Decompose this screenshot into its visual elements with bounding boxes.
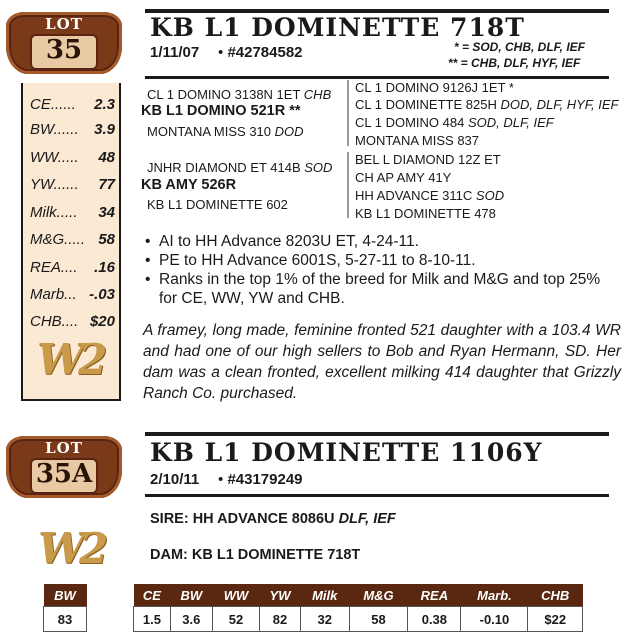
- epd-table: [133, 584, 583, 632]
- birth-weight-table: [43, 584, 87, 632]
- bw-header: BW: [44, 584, 87, 607]
- note-item: • AI to HH Advance 8203U ET, 4-24-11.: [145, 232, 615, 251]
- pedigree-ancestor: MONTANA MISS 837: [355, 133, 480, 148]
- lot-number: 35: [45, 35, 83, 65]
- pedigree-ancestor: HH ADVANCE 311C SOD: [355, 188, 505, 203]
- registration-number: • #42784582: [218, 44, 303, 61]
- registration-number: • #43179249: [218, 471, 303, 488]
- lot-badge: LOT 35: [6, 12, 122, 74]
- header-rule: [145, 494, 609, 497]
- legend-single-star: * = SOD, CHB, DLF, IEF: [454, 40, 586, 54]
- pedigree-dam-dam: KB L1 DOMINETTE 602: [147, 197, 288, 212]
- pedigree-ancestor: CH AP AMY 41Y: [355, 170, 452, 185]
- top-rule: [145, 432, 609, 436]
- lot-number: 35A: [35, 459, 93, 489]
- epd-side-panel: CE...... 2.3 BW...... 3.9 WW..... 48 YW...... 77 Milk..... 34 M&G..... 58 REA.... .16 Marb... -.03 CHB.... $20 W2: [21, 83, 121, 401]
- birth-date: 2/10/11: [150, 471, 200, 488]
- ranch-brand-icon: W2: [38, 524, 103, 573]
- sire-line: SIRE: HH ADVANCE 8086U DLF, IEF: [150, 511, 396, 527]
- pedigree-dam: KB AMY 526R: [141, 177, 237, 193]
- epd-header-row: CE BW WW YW Milk M&G REA Marb. CHB: [134, 584, 583, 607]
- pedigree-ancestor: KB L1 DOMINETTE 478: [355, 206, 496, 221]
- pedigree-sire: KB L1 DOMINO 521R **: [141, 103, 301, 119]
- dam-line: DAM: KB L1 DOMINETTE 718T: [150, 547, 361, 563]
- animal-name: KB L1 DOMINETTE 718T: [150, 13, 525, 42]
- note-item: • Ranks in the top 1% of the breed for Milk and M&G and top 25% for CE, WW, YW and CHB.: [145, 270, 615, 308]
- pedigree-sire-sire: CL 1 DOMINO 3138N 1ET CHB: [147, 87, 332, 102]
- notes-list: [145, 232, 615, 308]
- pedigree-ancestor: CL 1 DOMINO 9126J 1ET *: [355, 80, 514, 95]
- ranch-brand-icon: W2: [37, 335, 102, 384]
- note-item: • PE to HH Advance 6001S, 5-27-11 to 8-10-11.: [145, 251, 615, 270]
- legend-double-star: ** = CHB, DLF, HYF, IEF: [448, 56, 581, 70]
- lot-badge: LOT 35A: [6, 436, 122, 498]
- animal-name: KB L1 DOMINETTE 1106Y: [150, 438, 543, 467]
- epd-value-row: 1.5 3.6 52 82 32 58 0.38 -0.10 $22: [134, 607, 583, 632]
- pedigree-ancestor: CL 1 DOMINETTE 825H DOD, DLF, HYF, IEF: [355, 97, 619, 112]
- birth-date: 1/11/07: [150, 44, 200, 61]
- pedigree-ancestor: CL 1 DOMINO 484 SOD, DLF, IEF: [355, 115, 554, 130]
- pedigree-bracket: [347, 80, 349, 146]
- bw-value: 83: [44, 607, 87, 632]
- pedigree-sire-dam: MONTANA MISS 310 DOD: [147, 124, 304, 139]
- pedigree-ancestor: BEL L DIAMOND 12Z ET: [355, 152, 501, 167]
- pedigree-bracket: [347, 152, 349, 218]
- pedigree-dam-sire: JNHR DIAMOND ET 414B SOD: [147, 160, 333, 175]
- header-rule: [145, 76, 609, 79]
- lot-description: A framey, long made, feminine fronted 521 daughter with a 103.4 WR and had one of our high sellers to Bob and Ryan Hermann, SD. Her dam was a clean fronted, excellent milking 414 daughter that Grizzly Ranch Co. purchased.: [143, 322, 621, 402]
